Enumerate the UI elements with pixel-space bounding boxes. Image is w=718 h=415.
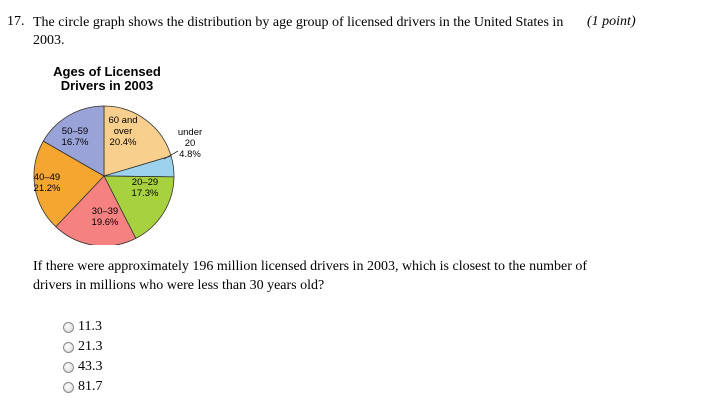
chart-title-line-1: Ages of Licensed — [53, 64, 161, 79]
answer-choices — [63, 317, 103, 397]
choice-c-label: 43.3 — [78, 359, 103, 374]
slice-label-4: 40–49 21.2% — [33, 172, 61, 194]
choice-d-label: 81.7 — [78, 379, 103, 394]
choice-d[interactable] — [63, 377, 103, 397]
choice-b[interactable] — [63, 337, 103, 357]
slice-label-2: 20–29 17.3% — [131, 177, 159, 199]
question-number: 17. — [7, 14, 25, 29]
radio-button-a[interactable] — [63, 322, 74, 333]
slice-label-5: 50–59 16.7% — [61, 126, 89, 148]
radio-button-b[interactable] — [63, 342, 74, 353]
slice-label-1: under 20 4.8% — [177, 127, 203, 160]
slice-label-3: 30–39 19.6% — [91, 206, 119, 228]
radio-button-c[interactable] — [63, 362, 74, 373]
radio-button-d[interactable] — [63, 382, 74, 393]
question-points: (1 point) — [587, 14, 636, 29]
slice-label-0: 60 and over 20.4% — [108, 115, 138, 148]
question-prompt: If there were approximately 196 million licensed drivers in 2003, which is closest to the number of drivers in millions who were less than 30 years old? — [33, 259, 588, 293]
choice-c[interactable] — [63, 357, 103, 377]
question-text: The circle graph shows the distribution by age group of licensed drivers in the United States in 2003. — [33, 15, 564, 48]
choice-a-label: 11.3 — [78, 319, 102, 334]
chart-title-line-2: Drivers in 2003 — [60, 78, 154, 93]
choice-b-label: 21.3 — [78, 339, 103, 354]
pie-chart — [20, 60, 220, 245]
choice-a[interactable] — [63, 317, 103, 337]
